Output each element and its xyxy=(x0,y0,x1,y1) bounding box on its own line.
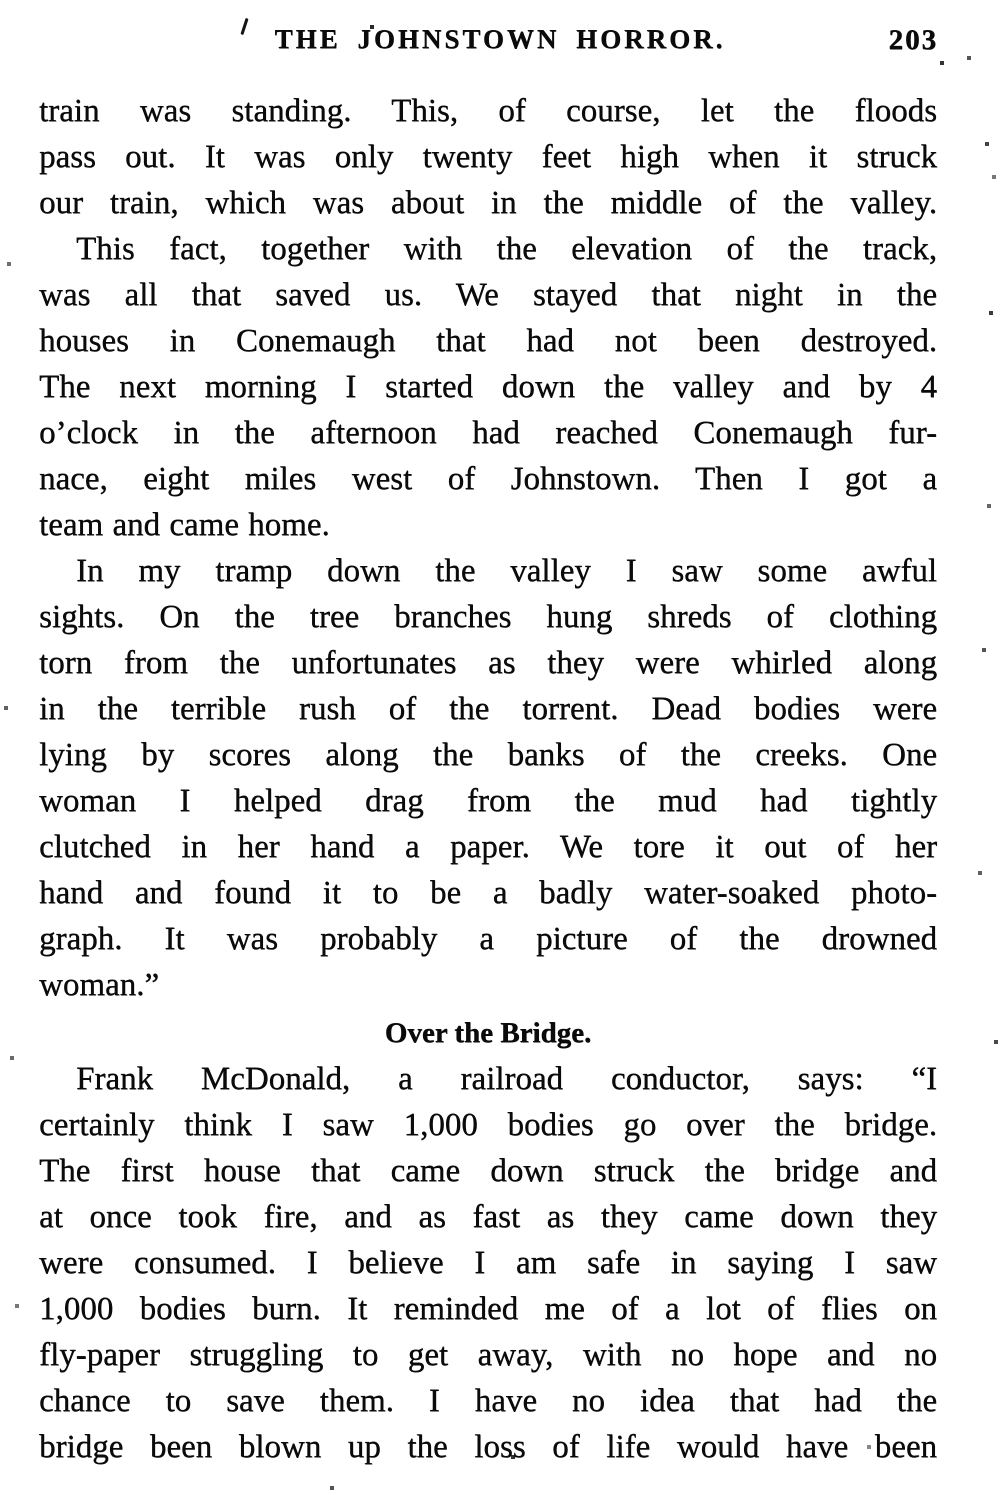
section-heading: Over the Bridge. xyxy=(384,1017,592,1049)
text-line: train was standing. This, of course, let the floods xyxy=(39,93,937,129)
paragraph xyxy=(39,88,937,226)
text-line: graph. It was probably a picture of the drowned xyxy=(39,921,937,957)
text-line: at once took fire, and as fast as they came down they xyxy=(39,1199,937,1235)
text-line: were consumed. I believe I am safe in saying I saw xyxy=(39,1245,937,1281)
text-line: lying by scores along the banks of the creeks. One xyxy=(39,737,937,773)
paragraph xyxy=(39,1056,937,1470)
text-line: pass out. It was only twenty feet high when it struck xyxy=(39,139,937,175)
text-line: bridge been blown up the loss of life would have been xyxy=(39,1429,937,1465)
running-title: THE JOHNSTOWN HORROR. xyxy=(274,24,726,54)
text-line: This fact, together with the elevation of the track, xyxy=(76,231,937,267)
text-line: hand and found it to be a badly water-soaked photo- xyxy=(39,875,937,911)
page-body-text xyxy=(39,88,937,1470)
text-line: Frank McDonald, a railroad conductor, says: “I xyxy=(76,1061,937,1097)
text-line: The next morning I started down the valley and by 4 xyxy=(39,369,937,405)
text-line: sights. On the tree branches hung shreds of clothing xyxy=(39,599,937,635)
page-number: 203 xyxy=(888,24,938,56)
text-line: fly-paper struggling to get away, with no hope and no xyxy=(39,1337,937,1373)
text-line: woman I helped drag from the mud had tightly xyxy=(39,783,937,819)
text-line: team and came home. xyxy=(39,507,330,543)
text-line: clutched in her hand a paper. We tore it out of her xyxy=(39,829,937,865)
paragraph xyxy=(39,226,937,548)
scan-speckle-artifacts xyxy=(0,0,2,2)
paragraph xyxy=(39,548,937,1008)
text-line: o’clock in the afternoon had reached Conemaugh fur- xyxy=(39,415,937,451)
text-line: in the terrible rush of the torrent. Dead bodies were xyxy=(39,691,937,727)
text-line: was all that saved us. We stayed that night in the xyxy=(39,277,937,313)
text-line: woman.” xyxy=(39,967,160,1003)
text-line: chance to save them. I have no idea that had the xyxy=(39,1383,937,1419)
text-line: certainly think I saw 1,000 bodies go over the bridge. xyxy=(39,1107,937,1143)
text-line: houses in Conemaugh that had not been destroyed. xyxy=(39,323,937,359)
text-line: 1,000 bodies burn. It reminded me of a lot of flies on xyxy=(39,1291,937,1327)
text-line: The first house that came down struck the bridge and xyxy=(39,1153,937,1189)
text-line: our train, which was about in the middle of the valley. xyxy=(39,185,937,221)
text-line: nace, eight miles west of Johnstown. Then I got a xyxy=(39,461,937,497)
page-header xyxy=(0,24,1000,64)
text-line: In my tramp down the valley I saw some awful xyxy=(76,553,937,589)
text-line: torn from the unfortunates as they were whirled along xyxy=(39,645,937,681)
